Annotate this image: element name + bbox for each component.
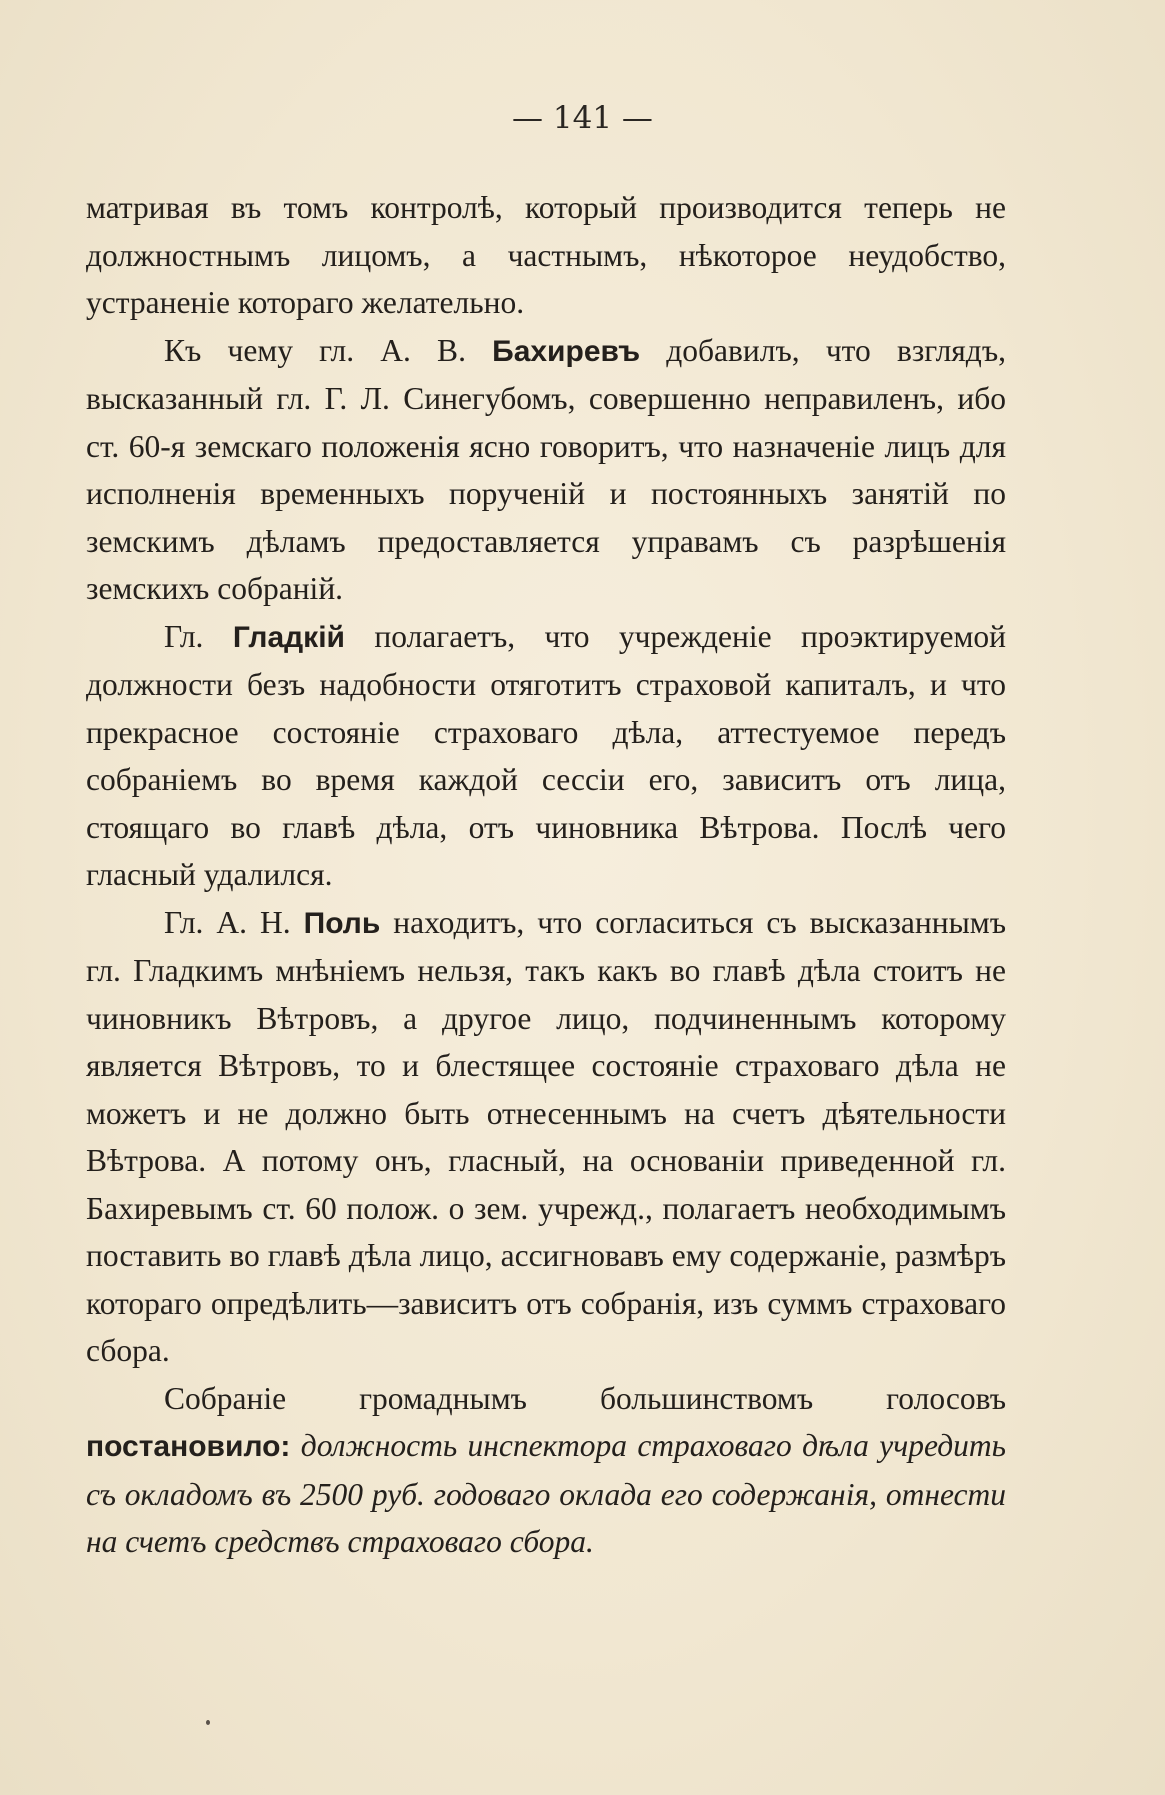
text-run: матривая въ томъ контролѣ, который производится теперь не должностнымъ лицомъ, а частнымъ, нѣкоторое неудобство, устраненіе котораго желательно. xyxy=(86,190,1006,320)
text-run: Къ чему гл. А. В. xyxy=(164,332,493,368)
speaker-name: Гладкій xyxy=(232,620,345,654)
text-body xyxy=(86,184,1006,1566)
paragraph-p2 xyxy=(86,327,1006,613)
speaker-name: Поль xyxy=(303,906,381,940)
text-run: Гл. А. Н. xyxy=(164,904,304,940)
text-run: Гл. xyxy=(164,618,233,654)
paragraph-p3 xyxy=(86,613,1006,899)
speaker-name: Бахиревъ xyxy=(492,334,641,368)
text-run: находитъ, что согласиться съ высказаннымъ гл. Гладкимъ мнѣніемъ нельзя, такъ какъ во главѣ дѣла стоитъ не чиновникъ Вѣтровъ, а другое лицо, подчиненнымъ которому является Вѣтровъ, то и блестящее состояніе страховаго дѣла не можетъ и не должно быть отнесеннымъ на счетъ дѣятельности Вѣтрова. А потому онъ, гласный, на основаніи приведенной гл. Бахиревымъ ст. 60 полож. о зем. учрежд., полагаетъ необходимымъ поставить во главѣ дѣла лицо, ассигновавъ ему содержаніе, размѣръ котораго опредѣлить—зависитъ отъ собранія, изъ суммъ страховаго сбора. xyxy=(86,904,1006,1368)
paragraph-p4 xyxy=(86,899,1006,1375)
text-run xyxy=(290,1428,300,1463)
text-run: добавилъ, что взглядъ, высказанный гл. Г. Л. Синегубомъ, совершенно неправиленъ, ибо ст. 60-я земскаго положенія ясно говоритъ, что назначеніе лицъ для исполненія временныхъ порученій и постоянныхъ занятій по земскимъ дѣламъ предоставляется управамъ съ разрѣшенія земскихъ собраній. xyxy=(86,332,1006,606)
paragraph-p5 xyxy=(86,1375,1006,1566)
text-run: полагаетъ, что учрежденіе проэктируемой должности безъ надобности отяготитъ страховой капиталъ, и что прекрасное состояніе страховаго дѣла, аттестуемое передъ собраніемъ во время каждой сессіи его, зависитъ отъ лица, стоящаго во главѣ дѣла, отъ чиновника Вѣтрова. Послѣ чего гласный удалился. xyxy=(86,618,1006,892)
ink-speck xyxy=(206,1720,210,1725)
page-number: — 141 — xyxy=(512,100,653,136)
resolution-text: должность инспектора страховаго дѣла учредить съ окладомъ въ 2500 руб. годоваго оклада его содержанія, отнести на счетъ средствъ страховаго сбора. xyxy=(86,1428,1007,1559)
paragraph-p1 xyxy=(86,184,1006,327)
text-run: Собраніе громаднымъ большинствомъ голосовъ xyxy=(164,1380,1006,1416)
speaker-name: постановило: xyxy=(86,1430,291,1463)
